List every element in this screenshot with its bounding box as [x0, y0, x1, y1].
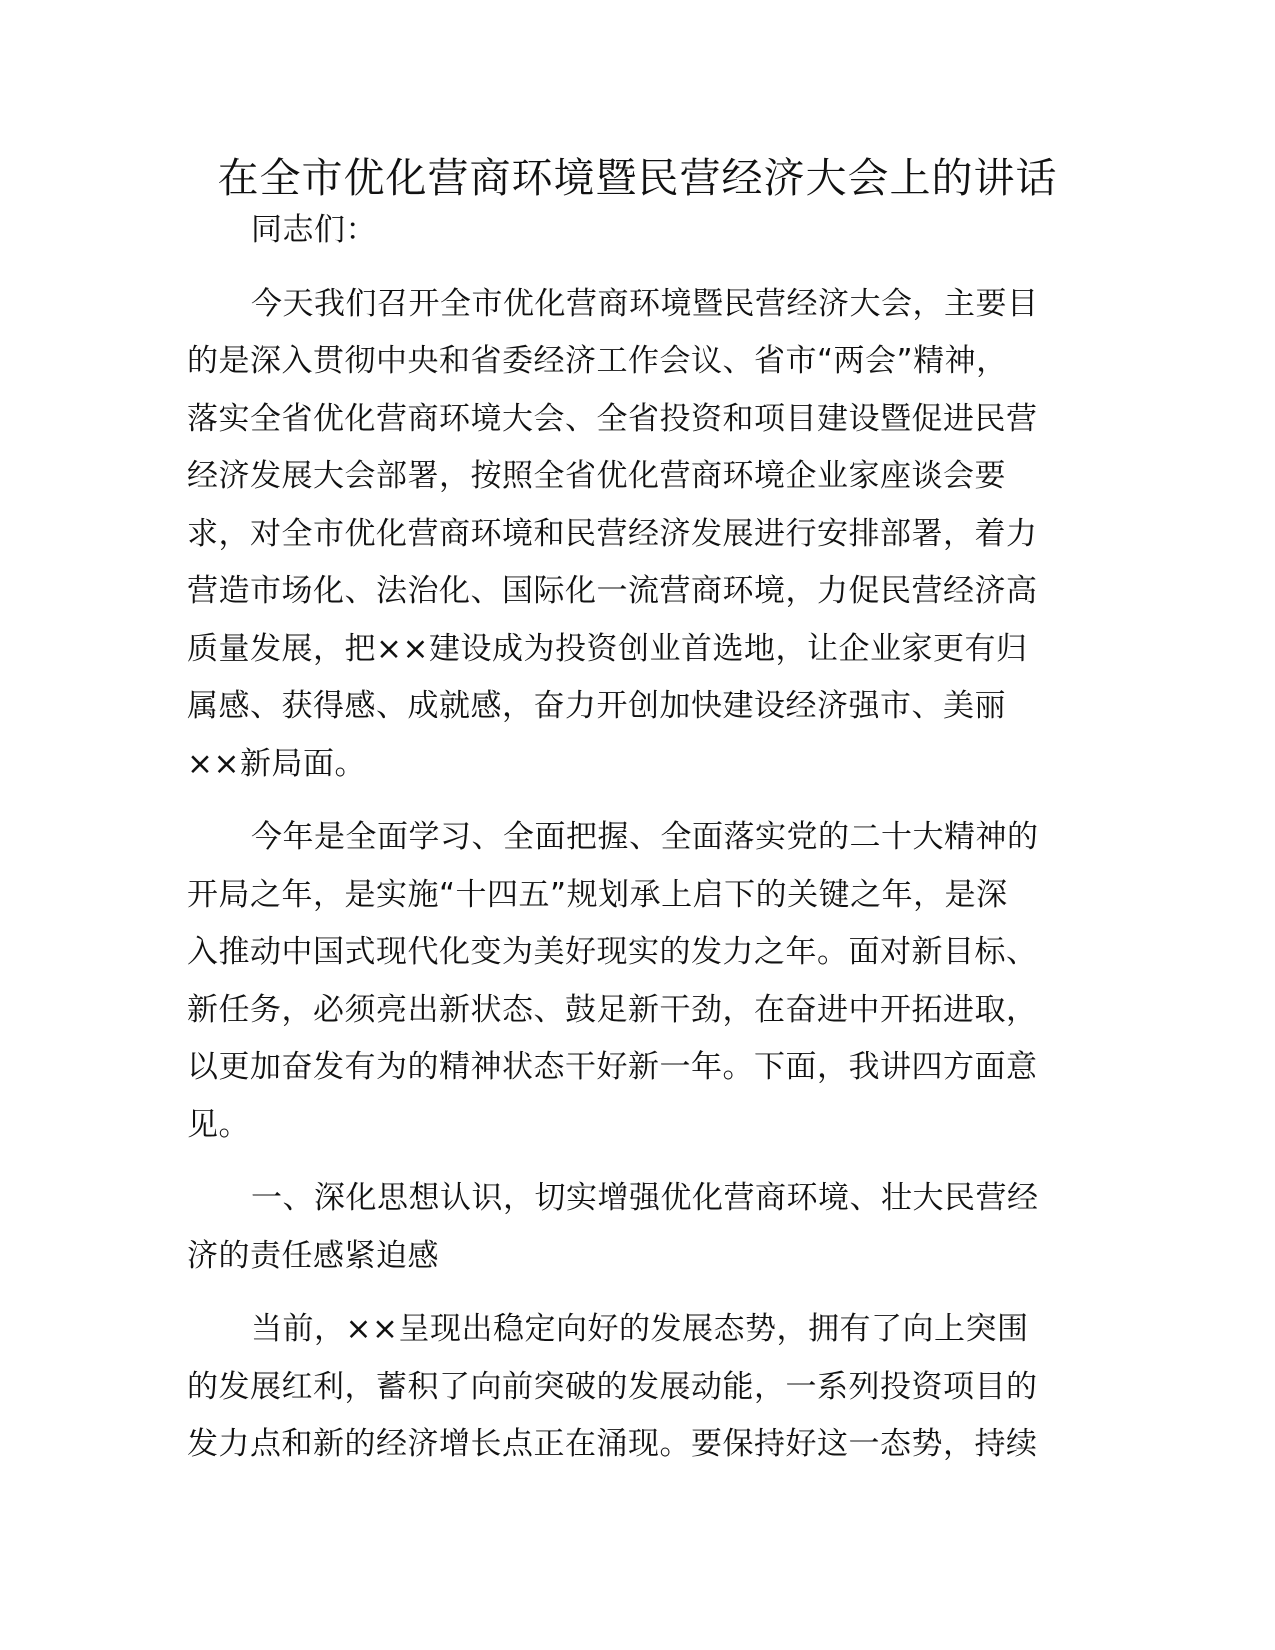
paragraph-line: 新任务，必须亮出新状态、鼓足新干劲，在奋进中开拓进取，	[187, 991, 1038, 1028]
paragraph-line: 见。	[187, 1106, 250, 1143]
paragraph-3	[187, 1301, 1087, 1474]
paragraph-line: 发力点和新的经济增长点正在涌现。要保持好这一态势，持续	[187, 1426, 1038, 1462]
paragraph-line: 以更加奋发有为的精神状态干好新一年。下面，我讲四方面意	[187, 1049, 1038, 1085]
paragraph-line: 属感、获得感、成就感，奋力开创加快建设经济强市、美丽	[187, 688, 1006, 724]
paragraph-line: 今年是全面学习、全面把握、全面落实党的二十大精神的	[251, 819, 1039, 855]
heading-line: 一、深化思想认识，切实增强优化营商环境、壮大民营经	[251, 1180, 1039, 1216]
paragraph-line: 经济发展大会部署，按照全省优化营商环境企业家座谈会要	[187, 458, 1006, 494]
paragraph-line: ××新局面。	[187, 745, 366, 782]
paragraph-2	[187, 809, 1087, 1154]
paragraph-line: 开局之年，是实施“十四五”规划承上启下的关键之年，是深	[187, 876, 1008, 913]
paragraph-line: 今天我们召开全市优化营商环境暨民营经济大会，主要目	[251, 285, 1039, 322]
document-body	[187, 202, 1087, 1474]
paragraph-line: 质量发展，把××建设成为投资创业首选地，让企业家更有归	[187, 630, 1028, 667]
paragraph-1	[187, 276, 1087, 794]
paragraph-line: 当前，××呈现出稳定向好的发展态势，拥有了向上突围	[251, 1311, 1029, 1347]
paragraph-line: 营造市场化、法治化、国际化一流营商环境，力促民营经济高	[187, 573, 1038, 609]
document-title: 在全市优化营商环境暨民营经济大会上的讲话	[217, 154, 1058, 202]
paragraph-line: 的发展红利，蓄积了向前突破的发展动能，一系列投资项目的	[187, 1368, 1038, 1405]
paragraph-line: 落实全省优化营商环境大会、全省投资和项目建设暨促进民营	[187, 400, 1038, 437]
paragraph-line: 入推动中国式现代化变为美好现实的发力之年。面对新目标、	[187, 934, 1038, 970]
paragraph-line: 求，对全市优化营商环境和民营经济发展进行安排部署，着力	[187, 515, 1038, 552]
section-heading-1	[187, 1170, 1087, 1285]
heading-line: 济的责任感紧迫感	[187, 1237, 439, 1274]
paragraph-line: 的是深入贯彻中央和省委经济工作会议、省市“两会”精神，	[187, 343, 1008, 379]
salutation: 同志们：	[251, 212, 377, 248]
